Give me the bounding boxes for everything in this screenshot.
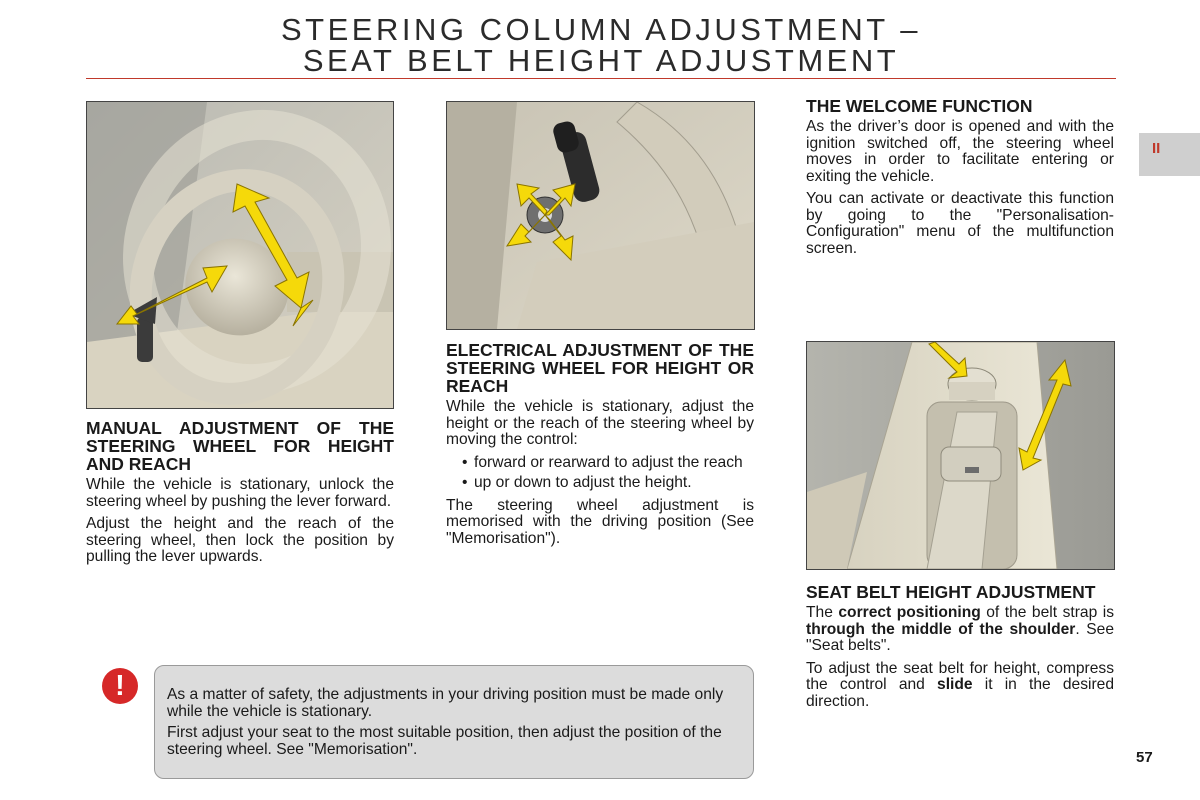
- safety-warning-text-1: As a matter of safety, the adjustments in your driving position must be made only while the vehicle is stationary.: [167, 686, 724, 720]
- text-run: it in the desired direction.: [806, 676, 1114, 710]
- chapter-tab-label: II: [1152, 140, 1161, 157]
- manual-adjustment-illustration: [87, 102, 393, 408]
- list-item: • forward or rearward to adjust the reach: [462, 455, 754, 472]
- electrical-adjustment-photo: [446, 101, 755, 330]
- seat-belt-section: [806, 583, 1114, 716]
- page-title-line-2: SEAT BELT HEIGHT ADJUSTMENT: [302, 43, 900, 78]
- text-run-bold: through the middle of the shoulder: [806, 620, 1076, 638]
- page-title-line-1: STEERING COLUMN ADJUSTMENT –: [280, 12, 921, 47]
- manual-adjustment-photo: [86, 101, 394, 409]
- welcome-function-heading: THE WELCOME FUNCTION: [806, 96, 1033, 116]
- list-item: • up or down to adjust the height.: [462, 475, 754, 492]
- chapter-tab[interactable]: [1139, 133, 1200, 176]
- page-title: [86, 14, 1116, 76]
- seat-belt-height-photo: [806, 341, 1115, 570]
- text-run: of the belt strap is: [980, 604, 1114, 621]
- electrical-adjustment-list: [446, 455, 754, 492]
- text-run-bold: slide: [937, 676, 973, 693]
- title-divider: [86, 78, 1116, 79]
- manual-adjustment-text-1: While the vehicle is stationary, unlock the steering wheel by pushing the lever forward.: [86, 476, 394, 510]
- welcome-function-text-1: As the driver’s door is opened and with the ignition switched off, the steering wheel moves in order to facilitate entering or exiting the vehicle.: [806, 118, 1114, 185]
- electrical-adjustment-intro: While the vehicle is stationary, adjust the height or the reach of the steering wheel by moving the control:: [446, 398, 754, 448]
- warning-icon: !: [102, 668, 138, 704]
- text-run: To adjust the seat belt for height, compress the control and: [806, 659, 1114, 693]
- manual-adjustment-text-2: Adjust the height and the reach of the steering wheel, then lock the position by pulling the lever upwards.: [86, 515, 394, 565]
- manual-adjustment-heading: MANUAL ADJUSTMENT OF THE STEERING WHEEL FOR HEIGHT AND REACH: [86, 418, 394, 474]
- manual-adjustment-section: [86, 419, 394, 572]
- seat-belt-text-2: [806, 661, 1114, 711]
- electrical-adjustment-outro: The steering wheel adjustment is memorised with the driving position (See "Memorisation").: [446, 496, 754, 547]
- electrical-adjustment-illustration: [447, 102, 754, 329]
- page-number: 57: [1136, 749, 1153, 766]
- seat-belt-illustration: [807, 342, 1114, 569]
- text-run: . See "Seat belts".: [806, 620, 1114, 654]
- electrical-adjustment-section: [446, 341, 754, 553]
- seat-belt-text-1: [806, 605, 1114, 655]
- text-run: The: [806, 604, 839, 621]
- welcome-function-text-2: You can activate or deactivate this function by going to the "Personalisation-Configuration" menu of the multifunction screen.: [806, 190, 1114, 257]
- seat-belt-heading: SEAT BELT HEIGHT ADJUSTMENT: [806, 582, 1096, 602]
- welcome-function-section: [806, 97, 1114, 263]
- safety-warning-box: [154, 665, 754, 779]
- safety-warning-text-2: First adjust your seat to the most suitable position, then adjust the position of the steering wheel. See "Memorisation".: [167, 724, 722, 758]
- text-run-bold: correct positioning: [838, 604, 981, 621]
- electrical-adjustment-heading: ELECTRICAL ADJUSTMENT OF THE STEERING WHEEL FOR HEIGHT OR REACH: [446, 340, 754, 396]
